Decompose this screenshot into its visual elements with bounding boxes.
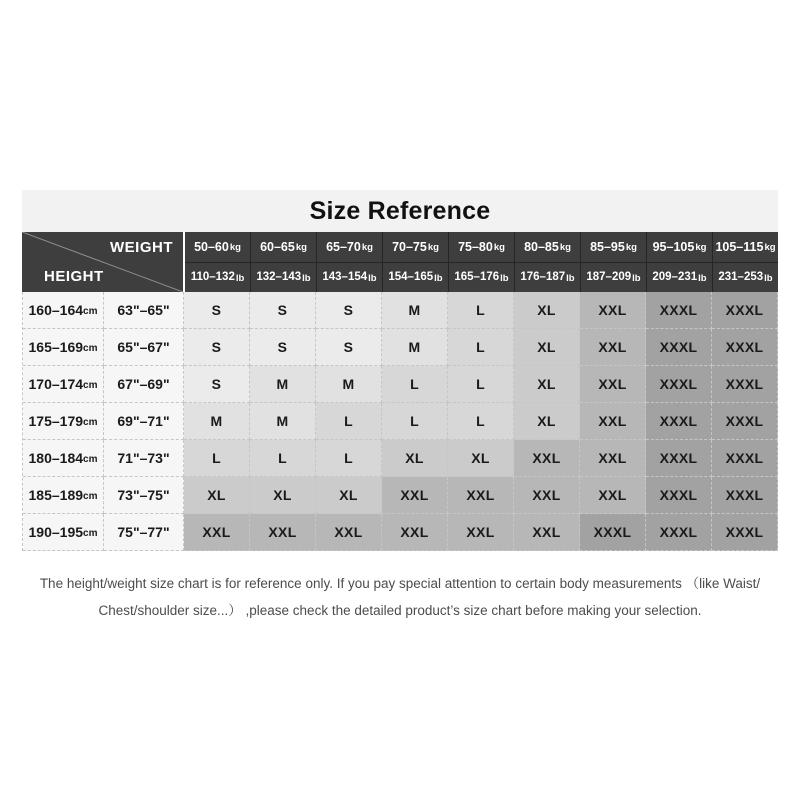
kg-unit-label: kg bbox=[764, 242, 776, 254]
size-cell: S bbox=[316, 329, 382, 366]
size-cell: L bbox=[250, 440, 316, 477]
size-cell: XL bbox=[514, 329, 580, 366]
height-inch-cell: 73"–75" bbox=[104, 477, 184, 514]
cm-unit-label: cm bbox=[83, 490, 98, 502]
size-cell: XXXL bbox=[646, 403, 712, 440]
size-cell: M bbox=[184, 403, 250, 440]
size-cell: M bbox=[382, 292, 448, 329]
table-row bbox=[23, 514, 778, 551]
size-cell: XL bbox=[514, 403, 580, 440]
header-corner-cell bbox=[22, 232, 183, 292]
size-cell: L bbox=[382, 366, 448, 403]
size-cell: L bbox=[316, 403, 382, 440]
size-cell: L bbox=[448, 403, 514, 440]
height-inch-cell: 67"–69" bbox=[104, 366, 184, 403]
weight-kg-cell: 50–60 kg bbox=[194, 239, 241, 254]
size-cell: XXL bbox=[250, 514, 316, 551]
disclaimer-line-2: Chest/shoulder size...） ,please check the detailed product’s size chart before making your selection. bbox=[98, 603, 702, 618]
size-cell: XXL bbox=[448, 477, 514, 514]
height-inch-cell: 65"–67" bbox=[104, 329, 184, 366]
height-cm-cell: 160–164 cm bbox=[23, 292, 104, 329]
table-body bbox=[22, 292, 778, 551]
weight-lb-row bbox=[185, 263, 778, 293]
weight-lb-cell: 187–209 lb bbox=[580, 263, 646, 293]
size-cell: XXL bbox=[382, 477, 448, 514]
height-cm-cell: 180–184 cm bbox=[23, 440, 104, 477]
size-cell: S bbox=[184, 292, 250, 329]
kg-unit-label: kg bbox=[625, 242, 637, 254]
size-cell: XXL bbox=[514, 440, 580, 477]
height-cm-cell: 165–169 cm bbox=[23, 329, 104, 366]
size-cell: XXXL bbox=[646, 477, 712, 514]
size-cell: M bbox=[250, 366, 316, 403]
height-inch-cell: 71"–73" bbox=[104, 440, 184, 477]
size-cell: XXL bbox=[316, 514, 382, 551]
cm-unit-label: cm bbox=[83, 305, 98, 317]
size-cell: XL bbox=[448, 440, 514, 477]
lb-unit-label: lb bbox=[302, 272, 311, 284]
kg-unit-label: kg bbox=[427, 242, 439, 254]
height-inch-cell: 75"–77" bbox=[104, 514, 184, 551]
kg-unit-label: kg bbox=[695, 242, 707, 254]
lb-unit-label: lb bbox=[566, 272, 575, 284]
size-reference-chart bbox=[22, 190, 778, 551]
kg-unit-label: kg bbox=[493, 242, 505, 254]
size-cell: XXXL bbox=[712, 292, 778, 329]
height-axis-label: HEIGHT bbox=[44, 268, 104, 285]
kg-unit-label: kg bbox=[559, 242, 571, 254]
table-row bbox=[23, 329, 778, 366]
weight-lb-cell: 110–132 lb bbox=[190, 271, 245, 284]
disclaimer-line-1: The height/weight size chart is for reference only. If you pay special attention to certain body measurements （like Waist/ bbox=[39, 576, 761, 591]
size-cell: XXL bbox=[580, 440, 646, 477]
size-cell: XXXL bbox=[646, 292, 712, 329]
size-cell: XXXL bbox=[646, 366, 712, 403]
size-cell: XXL bbox=[580, 403, 646, 440]
lb-unit-label: lb bbox=[764, 272, 773, 284]
disclaimer-text bbox=[22, 570, 778, 624]
table-header bbox=[22, 232, 778, 292]
height-inch-cell: 69"–71" bbox=[104, 403, 184, 440]
weight-kg-cell: 65–70 kg bbox=[316, 232, 382, 262]
table-row bbox=[23, 292, 778, 329]
size-cell: XXL bbox=[580, 477, 646, 514]
size-cell: L bbox=[184, 440, 250, 477]
lb-unit-label: lb bbox=[368, 272, 377, 284]
lb-unit-label: lb bbox=[632, 272, 641, 284]
size-cell: XXXL bbox=[646, 440, 712, 477]
cm-unit-label: cm bbox=[83, 342, 98, 354]
kg-unit-label: kg bbox=[361, 242, 373, 254]
size-cell: XL bbox=[514, 366, 580, 403]
size-cell: S bbox=[316, 292, 382, 329]
height-cm-cell: 175–179 cm bbox=[23, 403, 104, 440]
weight-kg-cell: 105–115 kg bbox=[712, 232, 778, 262]
size-cell: XXL bbox=[580, 329, 646, 366]
weight-kg-cell: 60–65 kg bbox=[250, 232, 316, 262]
weight-lb-cell: 209–231 lb bbox=[646, 263, 712, 293]
size-cell: XXL bbox=[448, 514, 514, 551]
size-cell: M bbox=[316, 366, 382, 403]
size-cell: XL bbox=[514, 292, 580, 329]
lb-unit-label: lb bbox=[434, 272, 443, 284]
size-cell: XXL bbox=[382, 514, 448, 551]
size-cell: L bbox=[448, 366, 514, 403]
size-cell: XXL bbox=[514, 477, 580, 514]
size-cell: S bbox=[184, 329, 250, 366]
size-cell: XXL bbox=[580, 292, 646, 329]
size-cell: L bbox=[448, 292, 514, 329]
cm-unit-label: cm bbox=[83, 416, 98, 428]
cm-unit-label: cm bbox=[83, 453, 98, 465]
size-cell: XXXL bbox=[646, 514, 712, 551]
weight-kg-row bbox=[185, 232, 778, 263]
lb-unit-label: lb bbox=[500, 272, 509, 284]
page-title: Size Reference bbox=[309, 196, 491, 225]
size-cell: M bbox=[250, 403, 316, 440]
weight-kg-cell: 75–80 kg bbox=[448, 232, 514, 262]
size-cell: XL bbox=[184, 477, 250, 514]
size-cell: XXXL bbox=[646, 329, 712, 366]
size-cell: L bbox=[448, 329, 514, 366]
height-inch-cell: 63"–65" bbox=[104, 292, 184, 329]
weight-kg-cell: 85–95 kg bbox=[580, 232, 646, 262]
size-cell: XL bbox=[250, 477, 316, 514]
size-cell: XXXL bbox=[712, 477, 778, 514]
size-cell: XXXL bbox=[712, 403, 778, 440]
size-cell: XL bbox=[316, 477, 382, 514]
table-row bbox=[23, 403, 778, 440]
table-row bbox=[23, 366, 778, 403]
size-cell: S bbox=[250, 329, 316, 366]
size-cell: XXXL bbox=[580, 514, 646, 551]
size-cell: XXXL bbox=[712, 329, 778, 366]
title-band bbox=[22, 190, 778, 232]
lb-unit-label: lb bbox=[235, 272, 245, 284]
size-cell: XXXL bbox=[712, 514, 778, 551]
cm-unit-label: cm bbox=[83, 379, 98, 391]
cm-unit-label: cm bbox=[83, 527, 98, 539]
size-cell: XXL bbox=[580, 366, 646, 403]
size-cell: XXL bbox=[184, 514, 250, 551]
size-cell: XXL bbox=[514, 514, 580, 551]
table-row bbox=[23, 477, 778, 514]
size-cell: L bbox=[316, 440, 382, 477]
weight-lb-cell: 143–154 lb bbox=[316, 263, 382, 293]
weight-kg-cell: 80–85 kg bbox=[514, 232, 580, 262]
weight-lb-cell: 132–143 lb bbox=[250, 263, 316, 293]
size-cell: M bbox=[382, 329, 448, 366]
weight-lb-cell: 231–253 lb bbox=[712, 263, 778, 293]
height-cm-cell: 170–174 cm bbox=[23, 366, 104, 403]
kg-unit-label: kg bbox=[295, 242, 307, 254]
weight-columns bbox=[185, 232, 778, 292]
kg-unit-label: kg bbox=[229, 242, 241, 254]
weight-lb-cell: 176–187 lb bbox=[514, 263, 580, 293]
weight-axis-label: WEIGHT bbox=[110, 239, 173, 256]
height-cm-cell: 185–189 cm bbox=[23, 477, 104, 514]
weight-lb-cell: 165–176 lb bbox=[448, 263, 514, 293]
lb-unit-label: lb bbox=[698, 272, 707, 284]
weight-lb-cell: 154–165 lb bbox=[382, 263, 448, 293]
size-cell: L bbox=[382, 403, 448, 440]
size-cell: S bbox=[184, 366, 250, 403]
size-cell: XXXL bbox=[712, 440, 778, 477]
weight-kg-cell: 70–75 kg bbox=[382, 232, 448, 262]
weight-kg-cell: 95–105 kg bbox=[646, 232, 712, 262]
table-row bbox=[23, 440, 778, 477]
size-cell: S bbox=[250, 292, 316, 329]
height-cm-cell: 190–195 cm bbox=[23, 514, 104, 551]
size-cell: XXXL bbox=[712, 366, 778, 403]
size-cell: XL bbox=[382, 440, 448, 477]
